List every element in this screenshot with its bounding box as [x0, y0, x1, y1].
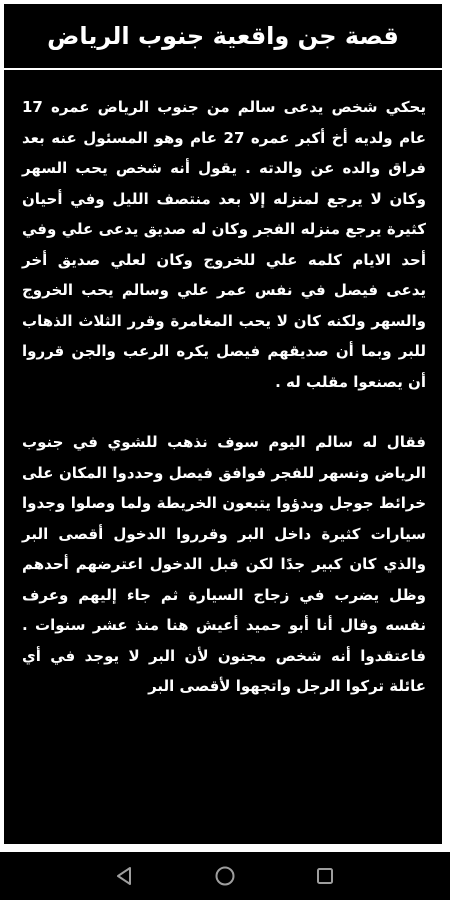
story-frame [3, 3, 443, 845]
title-bar [4, 4, 442, 70]
home-button[interactable] [195, 852, 255, 900]
system-navigation-bar [0, 852, 450, 900]
recent-square-icon [314, 865, 336, 887]
back-button[interactable] [95, 852, 155, 900]
story-content[interactable] [22, 92, 426, 702]
back-triangle-icon [114, 865, 136, 887]
story-paragraph: فقال له سالم اليوم سوف نذهب للشوي في جنوب الرياض ونسهر للفجر فوافق فيصل وحددوا المكان على خرائط جوجل وبدؤوا يتبعون الخريطة ولما وصلوا وجدوا سيارات كثيرة داخل البر وقرروا الدخول أقصى البر والذي كان كبير جدًا لكن قبل الدخول اعترضهم أحدهم وظل يضرب في زجاج السيارة ثم جاء إليهم وعرف نفسه وقال أنا أبو حميد أعيش هنا منذ عشر سنوات . فاعتقدوا أنه شخص مجنون لأن البر لا يوجد في أي عائلة تركوا الرجل واتجهوا لأقصى البر [22, 433, 426, 695]
home-circle-icon [214, 865, 236, 887]
story-paragraph: يحكي شخص يدعى سالم من جنوب الرياض عمره 17 عام ولديه أخ أكبر عمره 27 عام وهو المسئول عنه بعد فراق والده عن والدته . يقول أنه شخص يحب السهر وكان لا يرجع لمنزله إلا بعد منتصف الليل وفي أحيان كثيرة يرجع منزله الفجر وكان له صديق يدعى علي وفي أحد الايام كلمه علي للخروج وكان لعلي صديق أخر يدعى فيصل في نفس عمر علي وسالم يحب الخروج والسهر ولكنه كان لا يحب المغامرة وقرر الثلاث الذهاب للبر وبما أن صديقهم فيصل يكره الرعب والجن قرروا أن يصنعوا مقلب له . [22, 98, 427, 391]
story-title: قصة جن واقعية جنوب الرياض [47, 22, 399, 50]
recent-apps-button[interactable] [295, 852, 355, 900]
